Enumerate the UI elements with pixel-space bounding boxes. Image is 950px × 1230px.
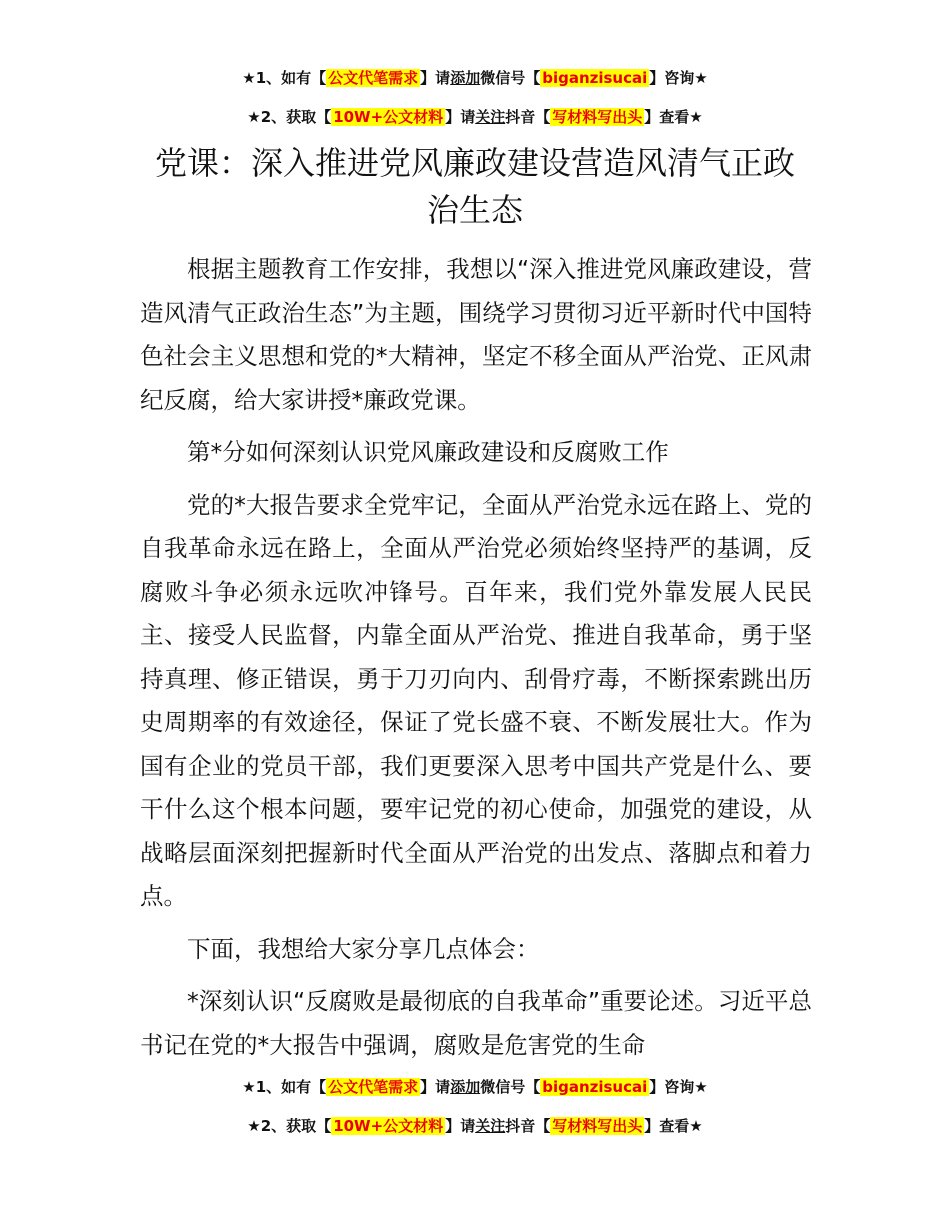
promo-text: ★2、获取【 <box>247 1117 332 1135</box>
promo-underlined: 添加 <box>450 69 481 87</box>
promo-highlight: 10W+公文材料 <box>333 1117 444 1135</box>
promo-text: ★1、如有【 <box>242 1078 327 1096</box>
paragraph: 下面，我想给大家分享几点体会： <box>187 934 540 963</box>
promo-highlight: biganzisucai <box>542 69 648 87</box>
footer-promo-line-2 <box>0 1114 950 1138</box>
promo-text: 抖音【 <box>505 108 551 126</box>
promo-highlight: 写材料写出头 <box>552 108 643 126</box>
promo-text: 微信号【 <box>480 1078 541 1096</box>
header-promo-line-1 <box>0 66 950 90</box>
promo-text: 】咨询★ <box>649 69 708 87</box>
promo-highlight: 写材料写出头 <box>552 1117 643 1135</box>
promo-text: 】请 <box>420 1078 451 1096</box>
promo-highlight: 公文代笔需求 <box>328 69 419 87</box>
paragraph: 党的*大报告要求全党牢记，全面从严治党永远在路上、党的自我革命永远在路上，全面从严治党必须始终坚持严的基调，反腐败斗争必须永远吹冲锋号。百年来，我们党外靠发展人民民主、接受人民监督，内靠全面从严治党、推进自我革命，勇于坚持真理、修正错误，勇于刀刃向内、刮骨疗毒，不断探索跳出历史周期率的有效途径，保证了党长盛不衰、不断发展壮大。作为国有企业的党员干部，我们更要深入思考中国共产党是什么、要干什么这个根本问题，要牢记党的初心使命，加强党的建设，从战略层面深刻把握新时代全面从严治党的出发点、落脚点和着力点。 <box>140 490 812 910</box>
promo-highlight: 10W+公文材料 <box>333 108 444 126</box>
promo-text: 】请 <box>420 69 451 87</box>
promo-underlined: 添加 <box>450 1078 481 1096</box>
header-promo-line-2 <box>0 105 950 129</box>
promo-text: 微信号【 <box>480 69 541 87</box>
promo-underlined: 关注 <box>475 1117 506 1135</box>
document-title: 党课：深入推进党风廉政建设营造风清气正政治生态 <box>154 144 795 229</box>
footer-promo-line-1 <box>0 1075 950 1099</box>
promo-text: 】咨询★ <box>649 1078 708 1096</box>
promo-text: 抖音【 <box>505 1117 551 1135</box>
promo-text: 】请 <box>445 1117 476 1135</box>
promo-underlined: 关注 <box>475 108 506 126</box>
promo-text: 】请 <box>445 108 476 126</box>
promo-highlight: biganzisucai <box>542 1078 648 1096</box>
section-heading: 第*分如何深刻认识党风廉政建设和反腐败工作 <box>187 438 669 466</box>
promo-text: 】查看★ <box>644 108 703 126</box>
promo-highlight: 公文代笔需求 <box>328 1078 419 1096</box>
promo-text: ★1、如有【 <box>242 69 327 87</box>
promo-text: 】查看★ <box>644 1117 703 1135</box>
paragraph: 根据主题教育工作安排，我想以“深入推进党风廉政建设，营造风清气正政治生态”为主题，围绕学习贯彻习近平新时代中国特色社会主义思想和党的*大精神，坚定不移全面从严治党、正风肃纪反腐，给大家讲授*廉政党课。 <box>140 255 812 414</box>
promo-text: ★2、获取【 <box>247 108 332 126</box>
document-body <box>140 248 812 1067</box>
paragraph: *深刻认识“反腐败是最彻底的自我革命”重要论述。习近平总书记在党的*大报告中强调，腐败是危害党的生命 <box>140 987 812 1059</box>
